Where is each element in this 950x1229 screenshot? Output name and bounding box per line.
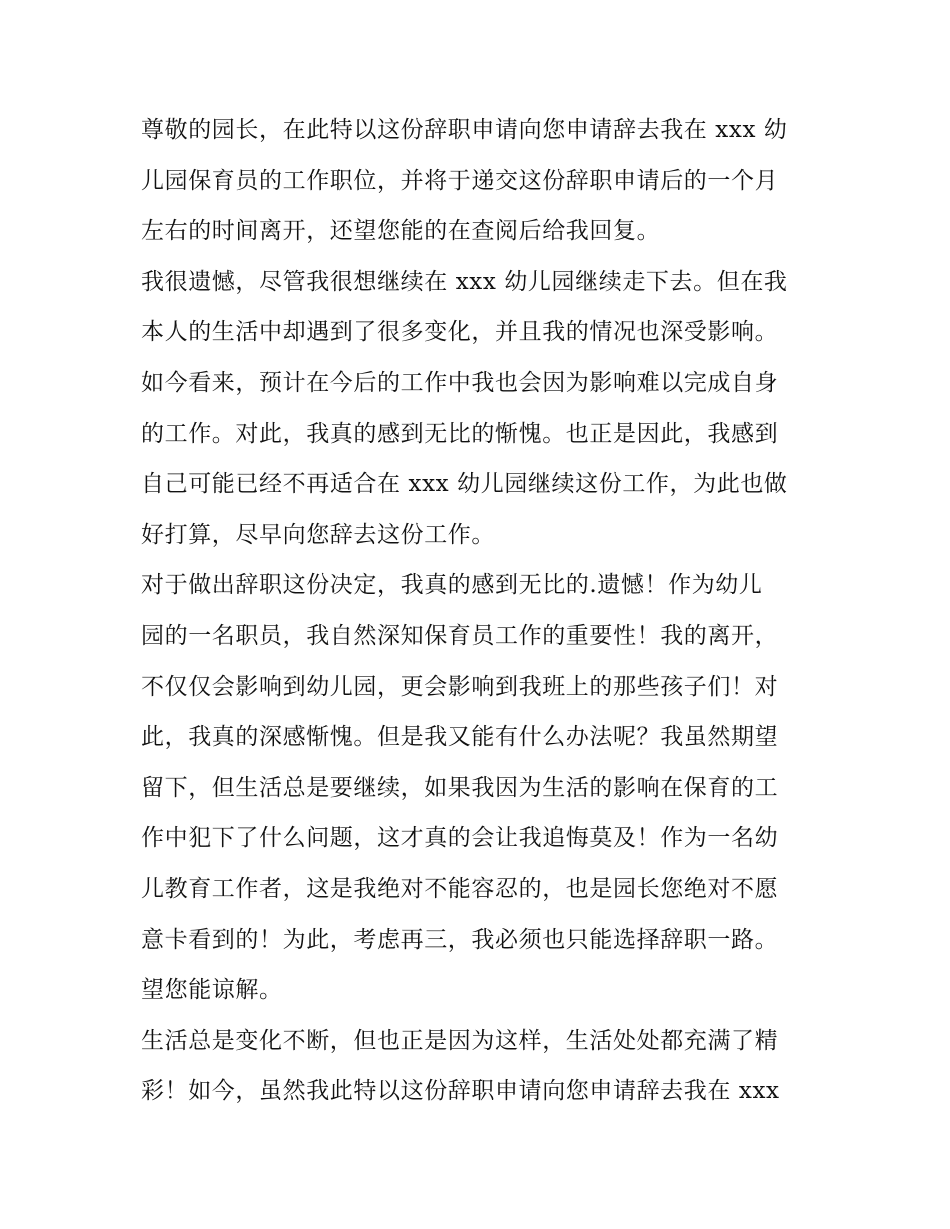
- text-line: 此，我真的深感惭愧。但是我又能有什么办法呢？我虽然期望: [141, 724, 779, 751]
- text-line: 留下，但生活总是要继续，如果我因为生活的影响在保育的工: [141, 774, 779, 801]
- text-line: 的工作。对此，我真的感到无比的惭愧。也正是因此，我感到: [141, 420, 779, 447]
- text-line: 自己可能已经不再适合在 xxx 幼儿园继续这份工作，为此也做: [141, 471, 788, 498]
- text-line: 儿园保育员的工作职位，并将于递交这份辞职申请后的一个月: [141, 167, 779, 194]
- text-line: 本人的生活中却遇到了很多变化，并且我的情况也深受影响。: [141, 319, 779, 346]
- text-line: 意卡看到的！为此，考虑再三，我必须也只能选择辞职一路。: [141, 926, 779, 953]
- text-line: 好打算，尽早向您辞去这份工作。: [141, 521, 495, 548]
- text-line: 园的一名职员，我自然深知保育员工作的重要性！我的离开，: [141, 622, 779, 649]
- text-line: 生活总是变化不断，但也正是因为这样，生活处处都充满了精: [141, 1027, 779, 1054]
- text-line: 我很遗憾，尽管我很想继续在 xxx 幼儿园继续走下去。但在我: [141, 268, 788, 295]
- letter-body: [141, 110, 811, 1122]
- text-line: 如今看来，预计在今后的工作中我也会因为影响难以完成自身: [141, 369, 779, 396]
- text-line: 望您能谅解。: [141, 977, 283, 1004]
- text-line: 不仅仅会影响到幼儿园，更会影响到我班上的那些孩子们！对: [141, 673, 779, 700]
- text-line: 左右的时间离开，还望您能的在查阅后给我回复。: [141, 218, 661, 245]
- text-line: 对于做出辞职这份决定，我真的感到无比的.遗憾！作为幼儿: [141, 572, 763, 599]
- text-line: 彩！如今，虽然我此特以这份辞职申请向您申请辞去我在 xxx: [141, 1078, 780, 1105]
- text-line: 尊敬的园长，在此特以这份辞职申请向您申请辞去我在 xxx 幼: [141, 117, 788, 143]
- text-line: 儿教育工作者，这是我绝对不能容忍的，也是园长您绝对不愿: [141, 875, 779, 902]
- text-line: 作中犯下了什么问题，这才真的会让我追悔莫及！作为一名幼: [141, 825, 779, 852]
